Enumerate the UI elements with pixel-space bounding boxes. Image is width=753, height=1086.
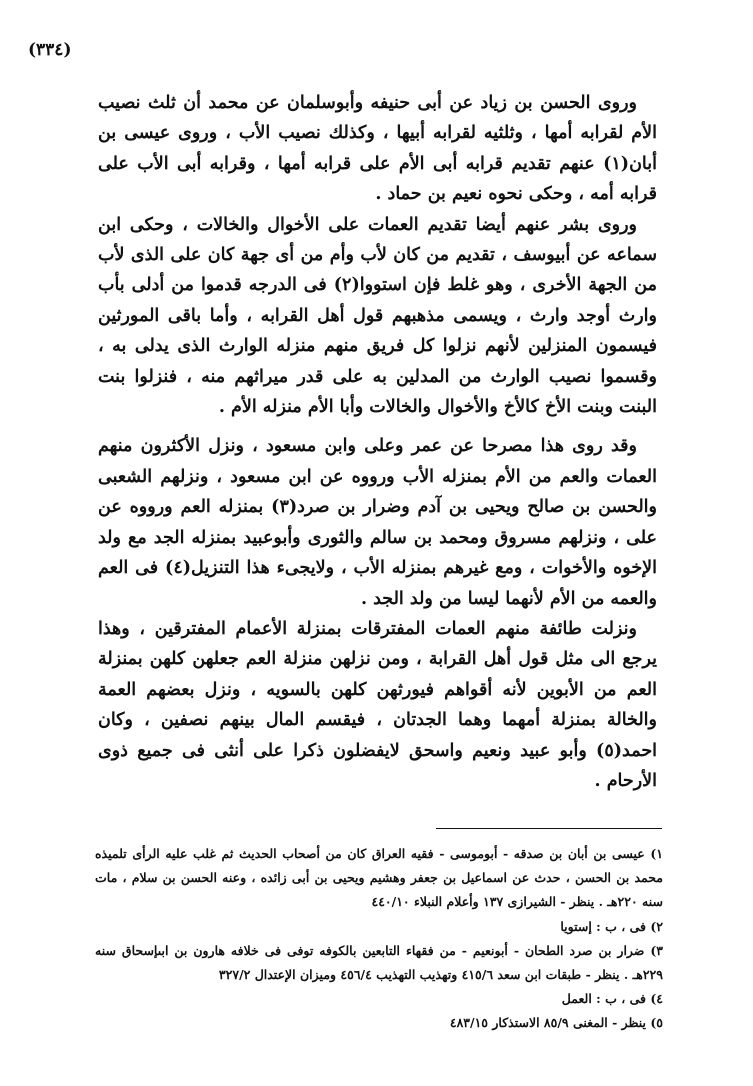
page-number: (٣٣٤) [28, 40, 72, 60]
main-text [98, 88, 657, 796]
paragraph-4: ونزلت طائفة منهم العمات المفترقات بمنزلة الأعمام المفترقين ، وهذا يرجع الى مثل قول أهل القرابة ، ومن نزلهن منزلة العم جعلهن كلهن بمنزلة العم من الأبوين لأنه أقواهم فيورثهن كلهن بالسويه ، ونزل بعضهم العمة والخالة بمنزلة أمهما وهما الجدتان ، فيقسم المال بينهم نصفين ، وكان احمد(٥) وأبو عبيد ونعيم واسحق لايفضلون ذكرا على أنثى فى جميع ذوى الأرحام . [98, 618, 657, 791]
footnote-divider [436, 828, 662, 829]
paragraph-2: وروى بشر عنهم أيضا تقديم العمات على الأخوال والخالات ، وحكى ابن سماعه عن أبيوسف ، تقديم من كان لأب وأم من أى جهة كان على الذى لأب من الجهة الأخرى ، وهو غلط فإن استووا(٢) فى الدرجه قدموا من أدلى بأب وارث أوجد وارث ، ويسمى مذهبهم قول أهل القرابه ، وأما باقى المورثين فيسمون المنزلين لأنهم نزلوا كل فريق منهم منزله الوارث الذى يدلى به ، وقسموا نصيب الوارث من المدلين به على قدر ميراثهم منه ، فنزلوا بنت البنت وبنت الأخ كالأخ والأخوال والخالات وأبا الأم منزله الأم . [98, 214, 657, 418]
footnotes [95, 842, 663, 1036]
footnote-5: ٥) ينظر - المغنى ٨٥/٩ الاستذكار ٤٨٣/١٥ [449, 1015, 663, 1031]
footnote-1: ١) عيسى بن أبان بن صدقه - أبوموسى - فقيه العراق كان من أصحاب الحديث ثم غلب عليه الرأى تلميذه محمد بن الحسن ، حدث عن اسماعيل بن جعفر وهشيم ويحيى بن أبى زائده ، وعنه الحسن بن سلام ، مات سنه ٢٢٠هـ . ينظر - الشيرازى ١٣٧ وأعلام النبلاء ٤٤٠/١٠ [95, 846, 663, 910]
paragraph-1: وروى الحسن بن زياد عن أبى حنيفه وأبوسلمان عن محمد أن ثلث نصيب الأم لقرابه أمها ، وثلثيه لقرابه أبيها ، وكذلك نصيب الأب ، وروى عيسى بن أبان(١) عنهم تقديم قرابه أبى الأم على قرابه أمها ، وقرابه أبى الأب على قرابه أمه ، وحكى نحوه نعيم بن حماد . [98, 93, 657, 205]
footnote-2: ٢) فى ، ب : إستويا [560, 918, 663, 934]
footnote-4: ٤) فى ، ب : العمل [561, 991, 663, 1007]
paragraph-3: وقد روى هذا مصرحا عن عمر وعلى وابن مسعود ، ونزل الأكثرون منهم العمات والعم من الأم بمنزله الأب ورووه عن ابن مسعود ، ونزلهم الشعبى والحسن بن صالح ويحيى بن آدم وضرار بن صرد(٣) بمنزله العم ورووه عن على ، ونزلهم مسروق ومحمد بن سالم والثورى وأبوعبيد بمنزله الجد مع ولد الإخوه والأخوات ، ومع غيرهم بمنزله الأب ، ولايجىء هذا التنزيل(٤) فى العم والعمه من الأم لأنهما ليسا من ولد الجد . [98, 436, 657, 609]
footnote-3: ٣) ضرار بن صرد الطحان - أبونعيم - من فقهاء التابعين بالكوفه توفى فى خلافه هارون بن ابىإسحاق سنه ٢٢٩هـ . ينظر - طبقات ابن سعد ٤١٥/٦ وتهذيب التهذيب ٤٥٦/٤ وميزان الإعتدال ٣٢٧/٢ [95, 942, 663, 983]
